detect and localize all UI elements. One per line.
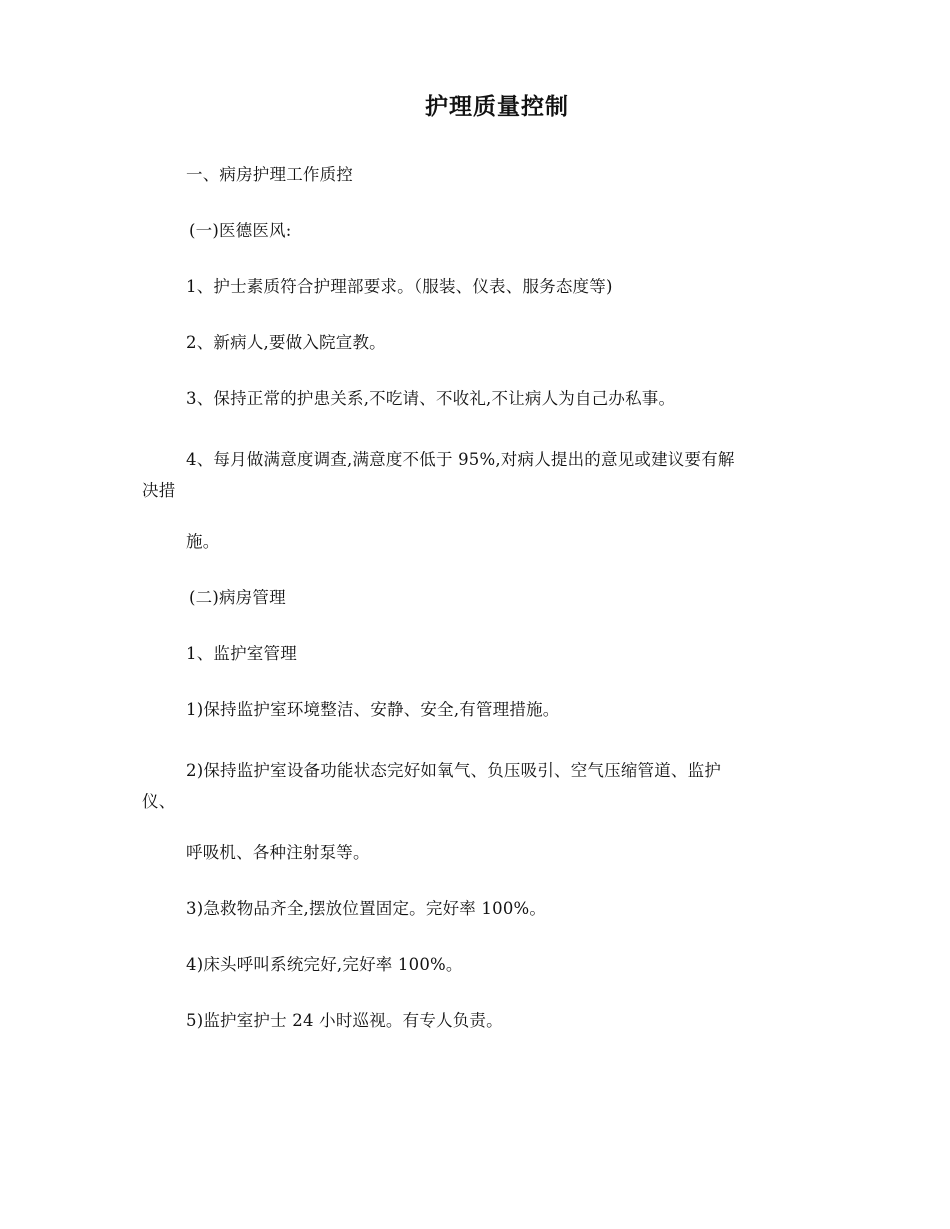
paragraph-line: 1、护士素质符合护理部要求。（服装、仪表、服务态度等) <box>186 277 613 296</box>
list-item: 2)保持监护室设备功能状态完好如氧气、负压吸引、空气压缩管道、监护 <box>186 761 722 780</box>
paragraph-line: 2、新病人,要做入院宣教。 <box>186 333 386 352</box>
list-item: 3)急救物品齐全,摆放位置固定。完好率 100%。 <box>186 899 547 918</box>
list-item-wrap: 仪、 <box>142 792 176 811</box>
subsection-heading: (一)医德医风: <box>189 221 292 240</box>
paragraph-line-wrap: 决措 <box>142 481 176 500</box>
list-item: 4)床头呼叫系统完好,完好率 100%。 <box>186 955 463 974</box>
list-heading: 1、监护室管理 <box>186 644 297 663</box>
paragraph-line: 施。 <box>186 532 220 551</box>
list-item: 5)监护室护士 24 小时巡视。有专人负责。 <box>186 1011 503 1030</box>
list-item: 1)保持监护室环境整洁、安静、安全,有管理措施。 <box>186 700 560 719</box>
paragraph-line: 3、保持正常的护患关系,不吃请、不收礼,不让病人为自己办私事。 <box>186 389 676 408</box>
section-heading: 一、病房护理工作质控 <box>186 165 353 184</box>
list-item: 呼吸机、各种注射泵等。 <box>186 843 370 862</box>
document-title: 护理质量控制 <box>425 94 569 120</box>
paragraph-line: 4、每月做满意度调查,满意度不低于 95%,对病人提出的意见或建议要有解 <box>186 450 735 469</box>
subsection-heading: (二)病房管理 <box>189 588 286 607</box>
